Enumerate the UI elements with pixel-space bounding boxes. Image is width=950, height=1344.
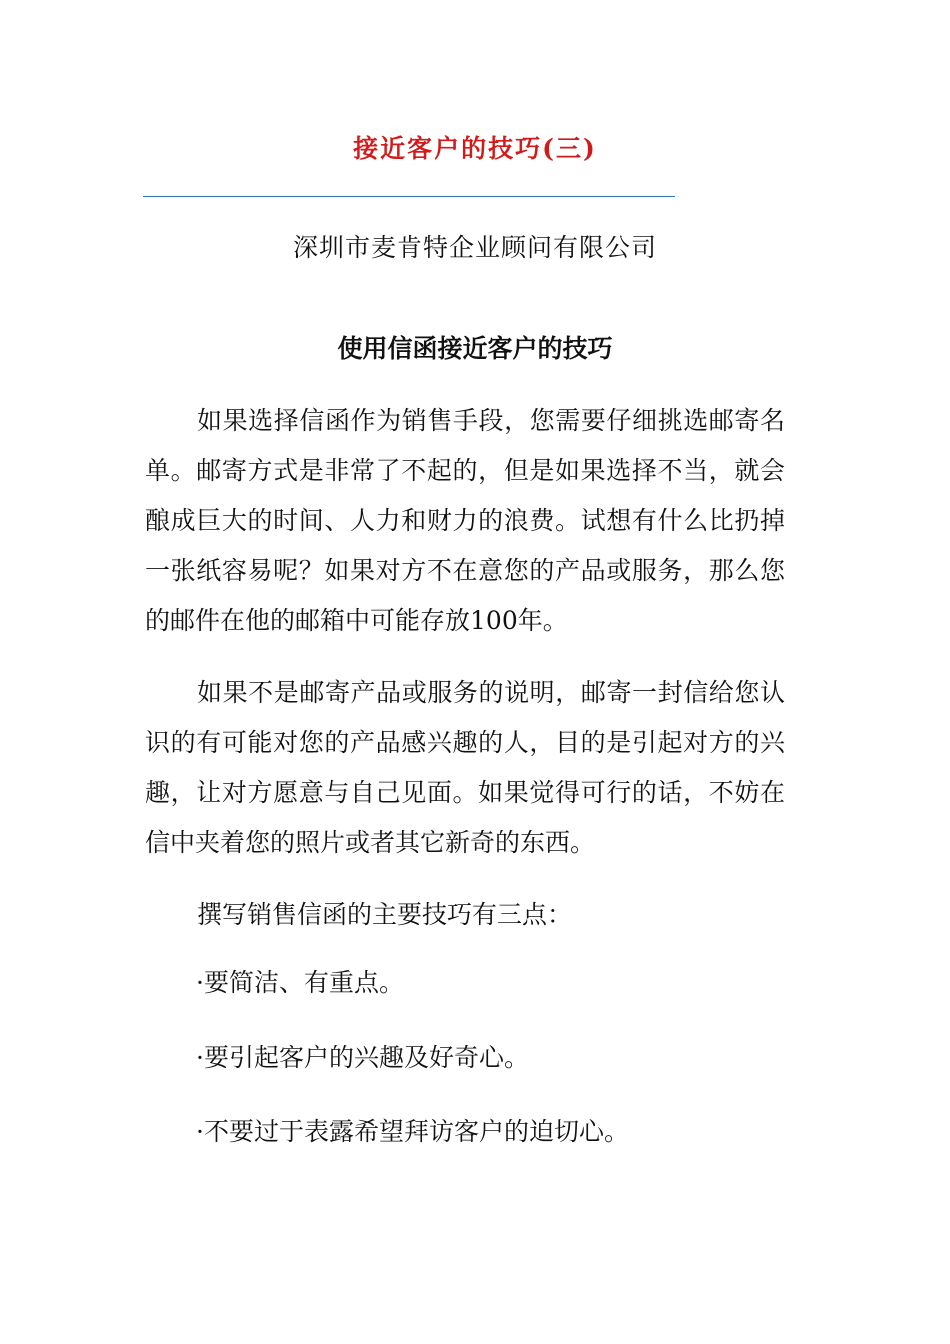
title-divider [143, 196, 675, 197]
page-title: 接近客户的技巧(三) [353, 134, 597, 163]
bullet-item-interest: ·要引起客户的兴趣及好奇心。 [196, 1043, 529, 1072]
section-heading: 使用信函接近客户的技巧 [337, 334, 613, 363]
company-name: 深圳市麦肯特企业顾问有限公司 [292, 233, 657, 262]
bullet-item-not-eager: ·不要过于表露希望拜访客户的迫切心。 [196, 1117, 629, 1146]
paragraph-tips-intro: 撰写销售信函的主要技巧有三点： [197, 900, 573, 929]
bullet-item-concise: ·要简洁、有重点。 [196, 968, 404, 997]
paragraph-mailing-list: 如果选择信函作为销售手段，您需要仔细挑选邮寄名单。邮寄方式是非常了不起的，但是如果选择不当，就会酿成巨大的时间、人力和财力的浪费。试想有什么比扔掉一张纸容易呢？如果对方不在意您的产品或服务，那么您的邮件在他的邮箱中可能存放100年。 [145, 406, 785, 635]
paragraph-letter-purpose: 如果不是邮寄产品或服务的说明，邮寄一封信给您认识的有可能对您的产品感兴趣的人，目的是引起对方的兴趣，让对方愿意与自己见面。如果觉得可行的话，不妨在信中夹着您的照片或者其它新奇的东西。 [145, 678, 785, 857]
